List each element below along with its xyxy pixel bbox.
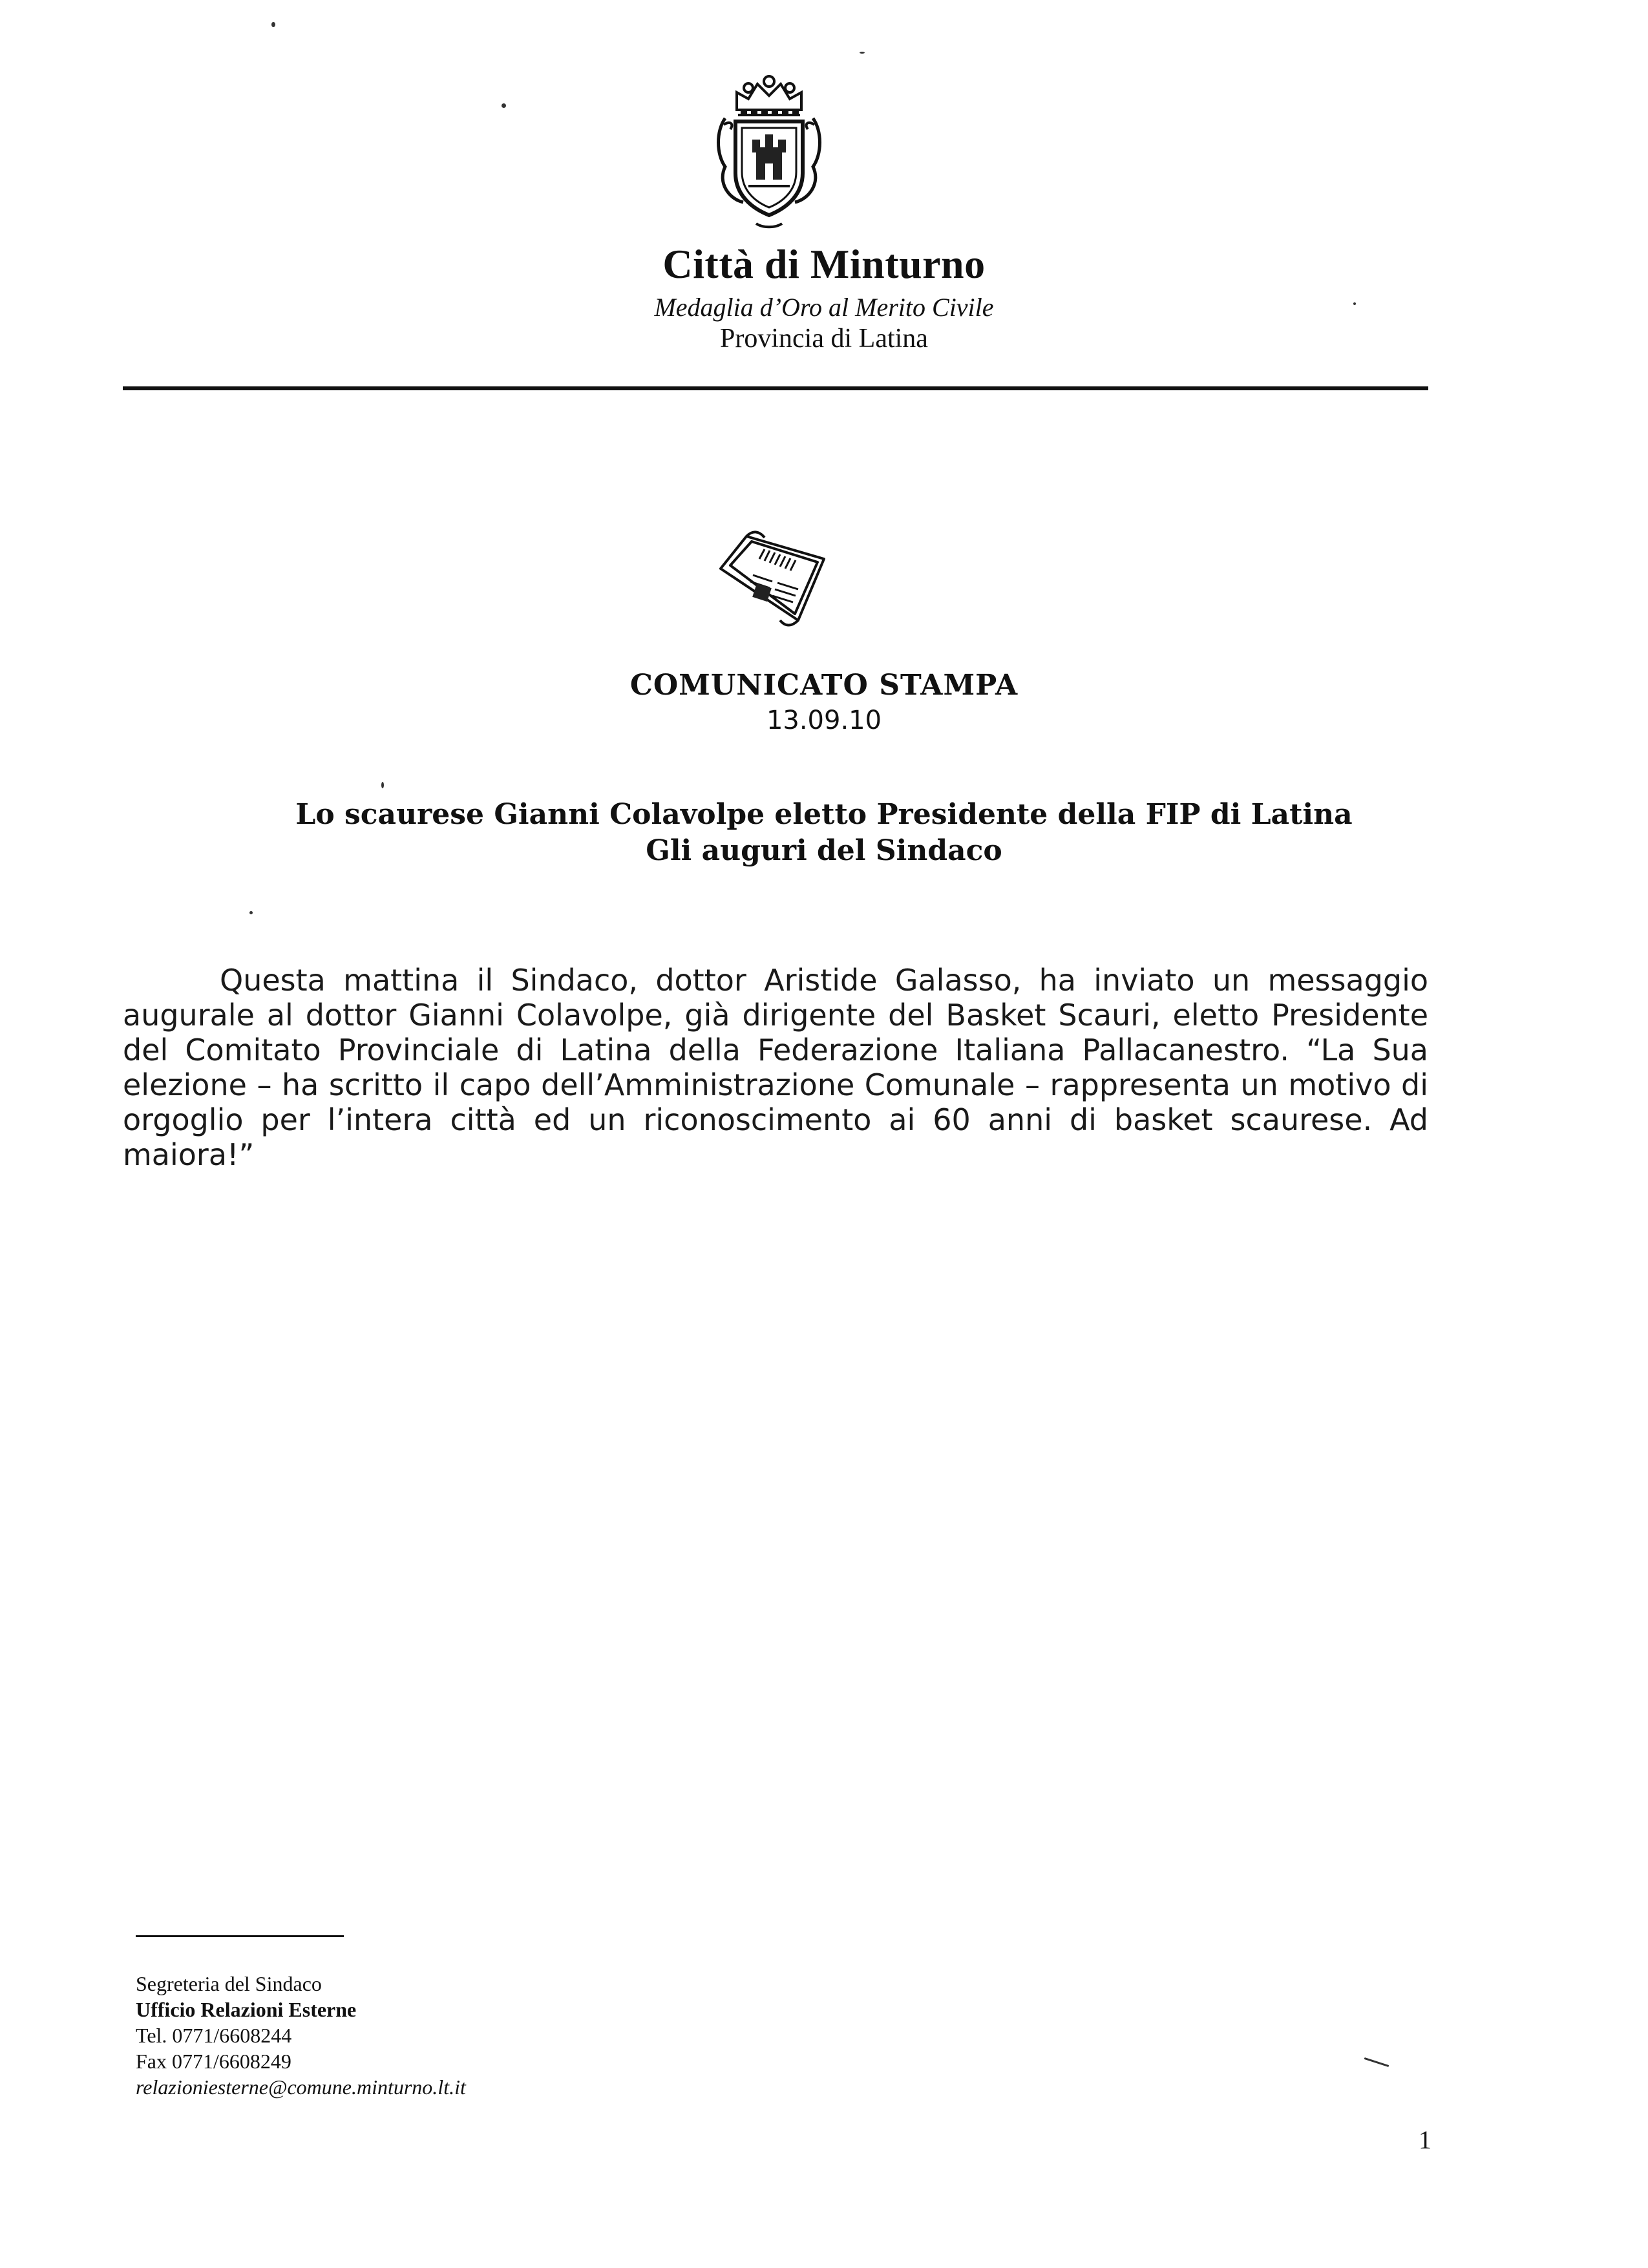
page-number: 1 <box>1419 2125 1431 2154</box>
scan-speck <box>502 103 506 108</box>
scan-speck <box>860 52 865 54</box>
scan-speck <box>1353 302 1356 305</box>
footer-contact <box>136 1971 466 2100</box>
scan-speck <box>381 782 384 788</box>
footer-email: relazioniesterne@comune.minturno.lt.it <box>136 2075 466 2099</box>
headline-line-2: Gli auguri del Sindaco <box>646 834 1002 867</box>
scan-speck <box>249 911 253 914</box>
newspaper-icon <box>708 523 837 633</box>
body-paragraph <box>123 963 1428 1172</box>
footer-office: Segreteria del Sindaco <box>136 1972 322 1995</box>
header-divider <box>123 386 1428 390</box>
headline-line-1: Lo scaurese Gianni Colavolpe eletto Presidente della FIP di Latina <box>295 798 1353 831</box>
city-province: Provincia di Latina <box>720 324 928 353</box>
press-release-label: COMUNICATO STAMPA <box>629 669 1019 702</box>
city-motto: Medaglia d’Oro al Merito Civile <box>654 293 994 322</box>
press-release-date: 13.09.10 <box>766 706 882 735</box>
headline <box>0 797 1648 869</box>
scan-speck <box>271 22 275 27</box>
coat-of-arms-icon <box>711 70 827 231</box>
footer-department: Ufficio Relazioni Esterne <box>136 1998 357 2021</box>
scan-speck <box>1364 2057 1389 2067</box>
body-paragraph-text: Questa mattina il Sindaco, dottor Aristide Galasso, ha inviato un messaggio augurale al dottor Gianni Colavolpe, già dirigente del Basket Scauri, eletto Presidente del Comitato Provinciale di Latina della Federazione Italiana Pallacanestro. “La Sua elezione – ha scritto il capo dell’Amministrazione Comunale – rappresenta un motivo di orgoglio per l’intera città ed un riconoscimento ai 60 anni di basket scaurese. Ad maiora!” <box>123 963 1428 1172</box>
footer-divider <box>136 1935 344 1937</box>
footer-fax: Fax 0771/6608249 <box>136 2050 291 2073</box>
footer-tel: Tel. 0771/6608244 <box>136 2024 292 2047</box>
city-name: Città di Minturno <box>662 241 986 287</box>
